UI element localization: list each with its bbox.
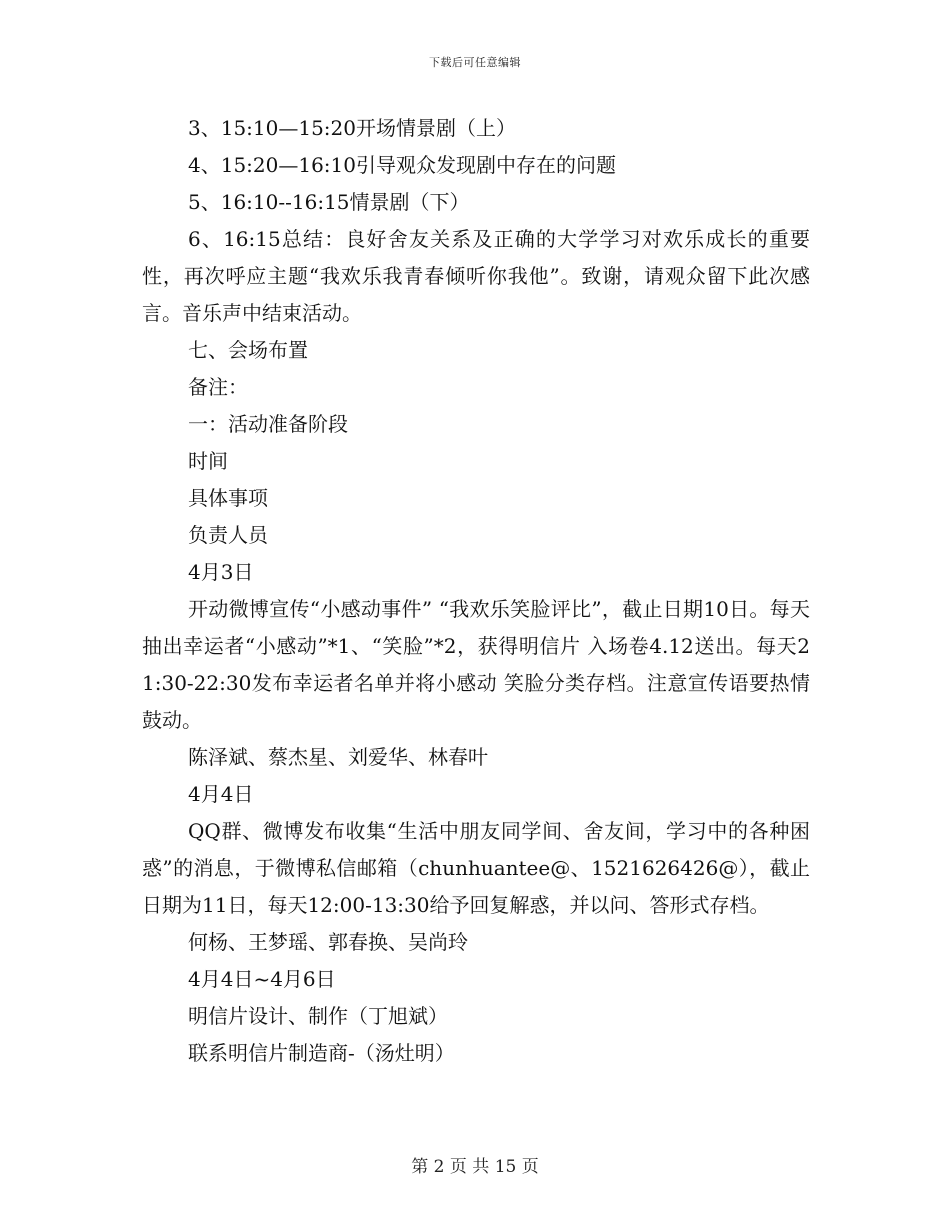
paragraph: 4、15:20—16:10引导观众发现剧中存在的问题 xyxy=(188,153,616,177)
table-header-cell: 具体事项 xyxy=(188,486,268,510)
page-number: 第 2 页 共 15 页 xyxy=(411,1157,539,1177)
table-cell: 开动微博宣传“小感动事件” “我欢乐笑脸评比”，截止日期10日。每天抽出幸运者“小感动”*1、“笑脸”*2，获得明信片 入场卷4.12送出。每天21:30-22:30发布幸运者名单并将小感动 笑脸分类存档。注意宣传语要热情鼓动。 xyxy=(142,597,810,732)
table-cell: 明信片设计、制作（丁旭斌） xyxy=(188,1004,448,1028)
table-cell: 4月3日 xyxy=(188,560,254,584)
paragraph: 备注： xyxy=(188,375,248,399)
table-cell: 联系明信片制造商-（汤灶明） xyxy=(188,1041,455,1065)
paragraph: 3、15:10—15:20开场情景剧（上） xyxy=(188,116,516,140)
table-cell: 4月4日 xyxy=(188,782,254,806)
paragraph: 5、16:10--16:15情景剧（下） xyxy=(188,190,470,214)
table-cell: QQ群、微博发布收集“生活中朋友同学间、舍友间，学习中的各种困惑”的消息，于微博私信邮箱（chunhuantee@、1521626426@），截止日期为11日，每天12:00-13:30给予回复解惑，并以问、答形式存档。 xyxy=(142,819,810,917)
document-body xyxy=(142,110,810,1072)
paragraph: 一：活动准备阶段 xyxy=(188,412,348,436)
table-header-cell: 时间 xyxy=(188,449,228,473)
table-cell: 陈泽斌、蔡杰星、刘爱华、林春叶 xyxy=(188,745,488,769)
section-heading: 七、会场布置 xyxy=(188,338,308,362)
table-cell: 何杨、王梦瑶、郭春换、吴尚玲 xyxy=(188,930,468,954)
page-header: 下载后可任意编辑 xyxy=(429,56,521,69)
table-cell: 4月4日~4月6日 xyxy=(188,967,336,991)
table-header-cell: 负责人员 xyxy=(188,523,268,547)
paragraph: 6、16:15总结：良好舍友关系及正确的大学学习对欢乐成长的重要性，再次呼应主题“我欢乐我青春倾听你我他”。致谢，请观众留下此次感言。音乐声中结束活动。 xyxy=(142,227,810,325)
